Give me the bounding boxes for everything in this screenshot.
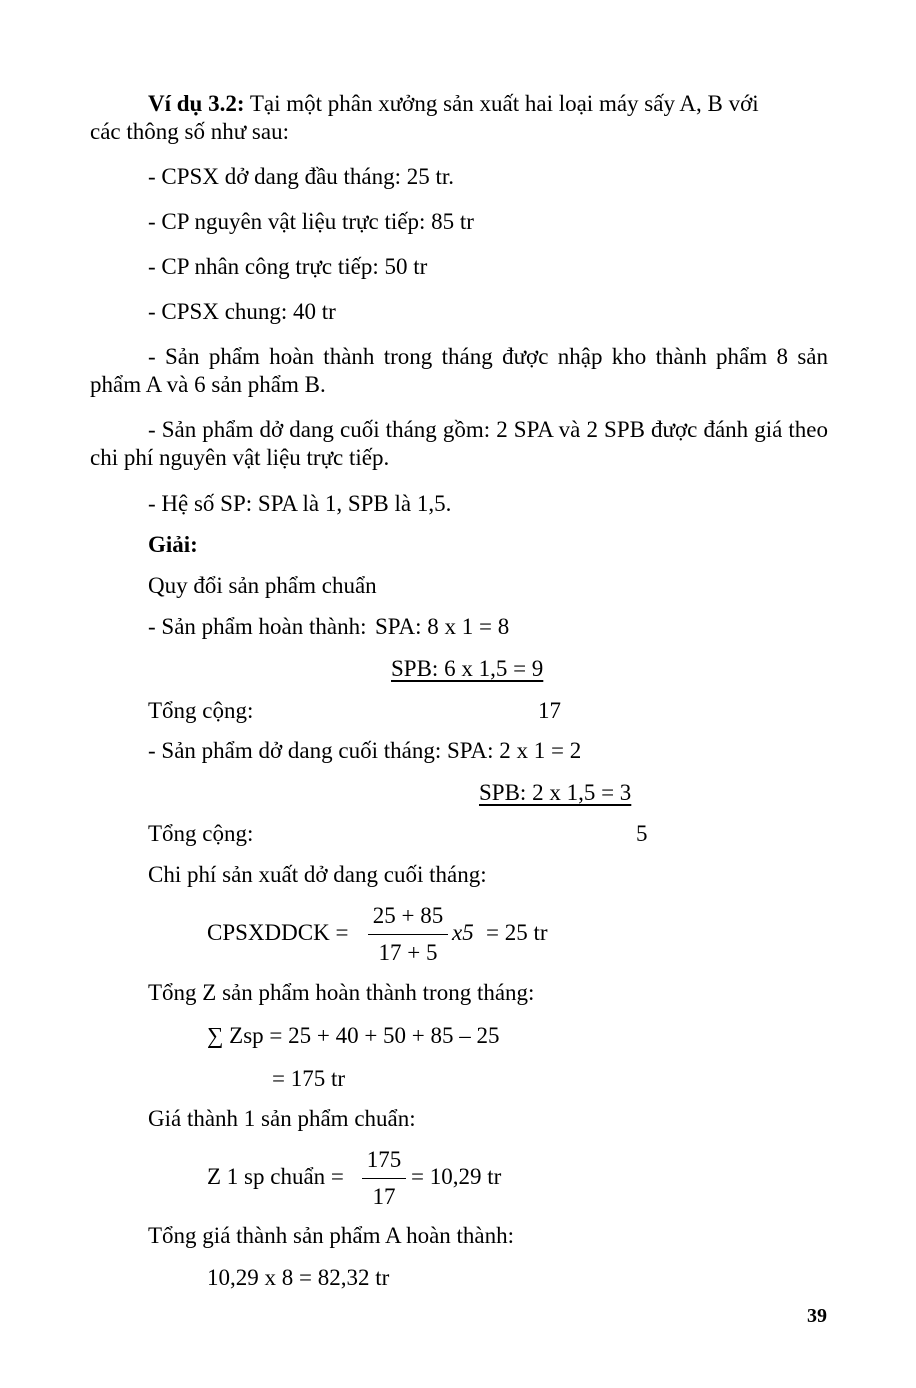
total-z-line-2: = 175 tr [272,1066,346,1091]
finished-products-text: - Sản phẩm hoàn thành trong tháng được nhập kho thành phẩm 8 sản phẩm A và 6 sản phẩm B. [90,344,828,397]
solution-heading-text: Giải: [148,532,198,557]
wip-formula-multiplier: x5 [452,920,474,945]
example-title: Ví dụ 3.2: [148,91,245,116]
finished-spa: SPA: 8 x 1 = 8 [375,614,510,639]
param-item: - CP nguyên vật liệu trực tiếp: 85 tr [148,209,474,234]
page-number: 39 [807,1305,827,1327]
unit-cost-title: Giá thành 1 sản phẩm chuẩn: [148,1106,416,1131]
example-intro-line-2: các thông số như sau: [90,119,289,144]
total-z-title: Tổng Z sản phẩm hoàn thành trong tháng: [148,980,535,1005]
param-item: - CPSX chung: 40 tr [148,299,336,324]
finished-spb: SPB: 6 x 1,5 = 9 [391,656,544,681]
solution-heading [148,531,198,559]
unit-formula-denominator: 17 [372,1184,396,1209]
wip-spa: SPA: 2 x 1 = 2 [447,738,582,763]
wip-formula-result: = 25 tr [486,920,548,945]
finished-products-paragraph [90,343,828,399]
coefficient-line: - Hệ số SP: SPA là 1, SPB là 1,5. [148,491,452,516]
total-z-line-1: ∑ Zsp = 25 + 40 + 50 + 85 – 25 [207,1023,500,1048]
wip-formula-denominator: 17 + 5 [378,940,438,965]
unit-formula-result: = 10,29 tr [411,1164,502,1189]
wip-products-text: - Sản phẩm dở dang cuối tháng gồm: 2 SPA và 2 SPB được đánh giá theo chi phí nguyên vật liệu trực tiếp. [90,417,828,470]
wip-label: - Sản phẩm dở dang cuối tháng: [148,738,442,763]
total-a-title: Tổng giá thành sản phẩm A hoàn thành: [148,1223,515,1248]
finished-label: - Sản phẩm hoàn thành: [148,614,367,639]
wip-spb: SPB: 2 x 1,5 = 3 [479,780,632,805]
total-value-1: 17 [538,698,561,723]
wip-products-paragraph [90,416,828,472]
unit-formula-lhs: Z 1 sp chuẩn = [207,1164,344,1189]
example-intro-text: Tại một phân xưởng sản xuất hai loại máy sấy A, B với [244,91,759,116]
param-item: - CPSX dở dang đầu tháng: 25 tr. [148,164,455,189]
total-label-1: Tổng cộng: [148,698,254,723]
wip-formula-numerator: 25 + 85 [368,902,448,935]
total-label-2: Tổng cộng: [148,821,254,846]
wip-formula-fraction [368,902,448,967]
convert-title: Quy đổi sản phẩm chuẩn [148,573,377,598]
example-intro-line [148,90,759,118]
param-item: - CP nhân công trực tiếp: 50 tr [148,254,428,279]
total-a-calc: 10,29 x 8 = 82,32 tr [207,1265,390,1290]
wip-formula-lhs: CPSXDDCK = [207,920,349,945]
wip-cost-title: Chi phí sản xuất dở dang cuối tháng: [148,862,487,887]
total-value-2: 5 [636,821,648,846]
unit-formula-numerator: 175 [362,1146,406,1179]
unit-formula-fraction [362,1146,406,1211]
